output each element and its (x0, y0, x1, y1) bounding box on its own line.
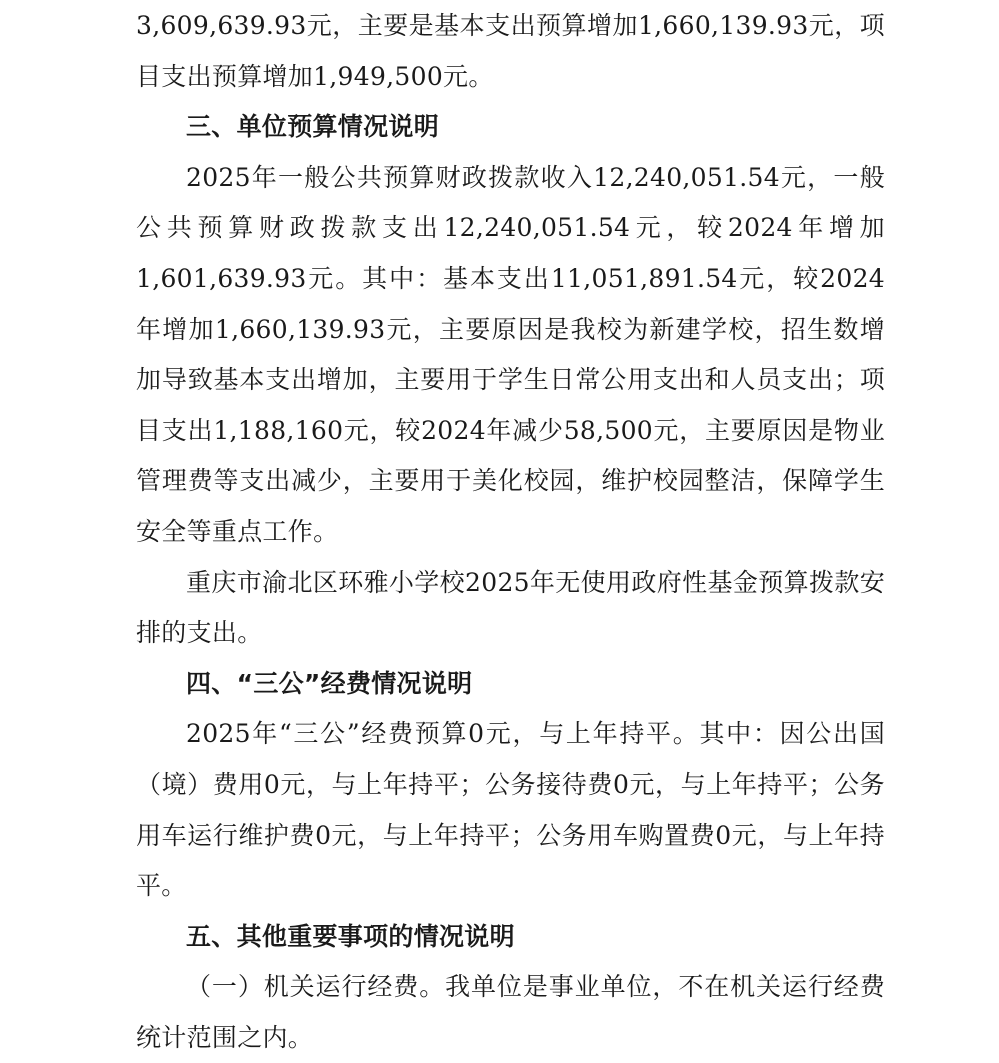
paragraph-three-public-funds: 2025年“三公”经费预算0元，与上年持平。其中：因公出国（境）费用0元，与上年持平；公务接待费0元，与上年持平；公务用车运行维护费0元，与上年持平；公务用车购置费0元，与上年持平。 (136, 719, 885, 901)
section-heading-three-public: 四、“三公”经费情况说明 (186, 668, 473, 698)
paragraph-budget-increase: 3,609,639.93元，主要是基本支出预算增加1,660,139.93元，项目支出预算增加1,949,500元。 (136, 11, 885, 91)
section-heading-other-matters: 五、其他重要事项的情况说明 (186, 921, 515, 951)
paragraph-government-fund: 重庆市渝北区环雅小学校2025年无使用政府性基金预算拨款安排的支出。 (136, 567, 885, 648)
paragraph-general-budget: 2025年一般公共预算财政拨款收入12,240,051.54元，一般公共预算财政拨款支出12,240,051.54元，较2024年增加1,601,639.93元。其中：基本支出11,051,891.54元，较2024年增加1,660,139.93元，主要原因是我校为新建学校，招生数增加导致基本支出增加，主要用于学生日常公用支出和人员支出；项目支出1,188,160元，较2024年减少58,500元，主要原因是物业管理费等支出减少，主要用于美化校园，维护校园整洁，保障学生安全等重点工作。 (136, 162, 885, 546)
paragraph-agency-operating-funds: （一）机关运行经费。我单位是事业单位，不在机关运行经费统计范围之内。 (136, 972, 885, 1052)
document-page (0, 1, 999, 1056)
section-heading-unit-budget: 三、单位预算情况说明 (186, 112, 440, 142)
